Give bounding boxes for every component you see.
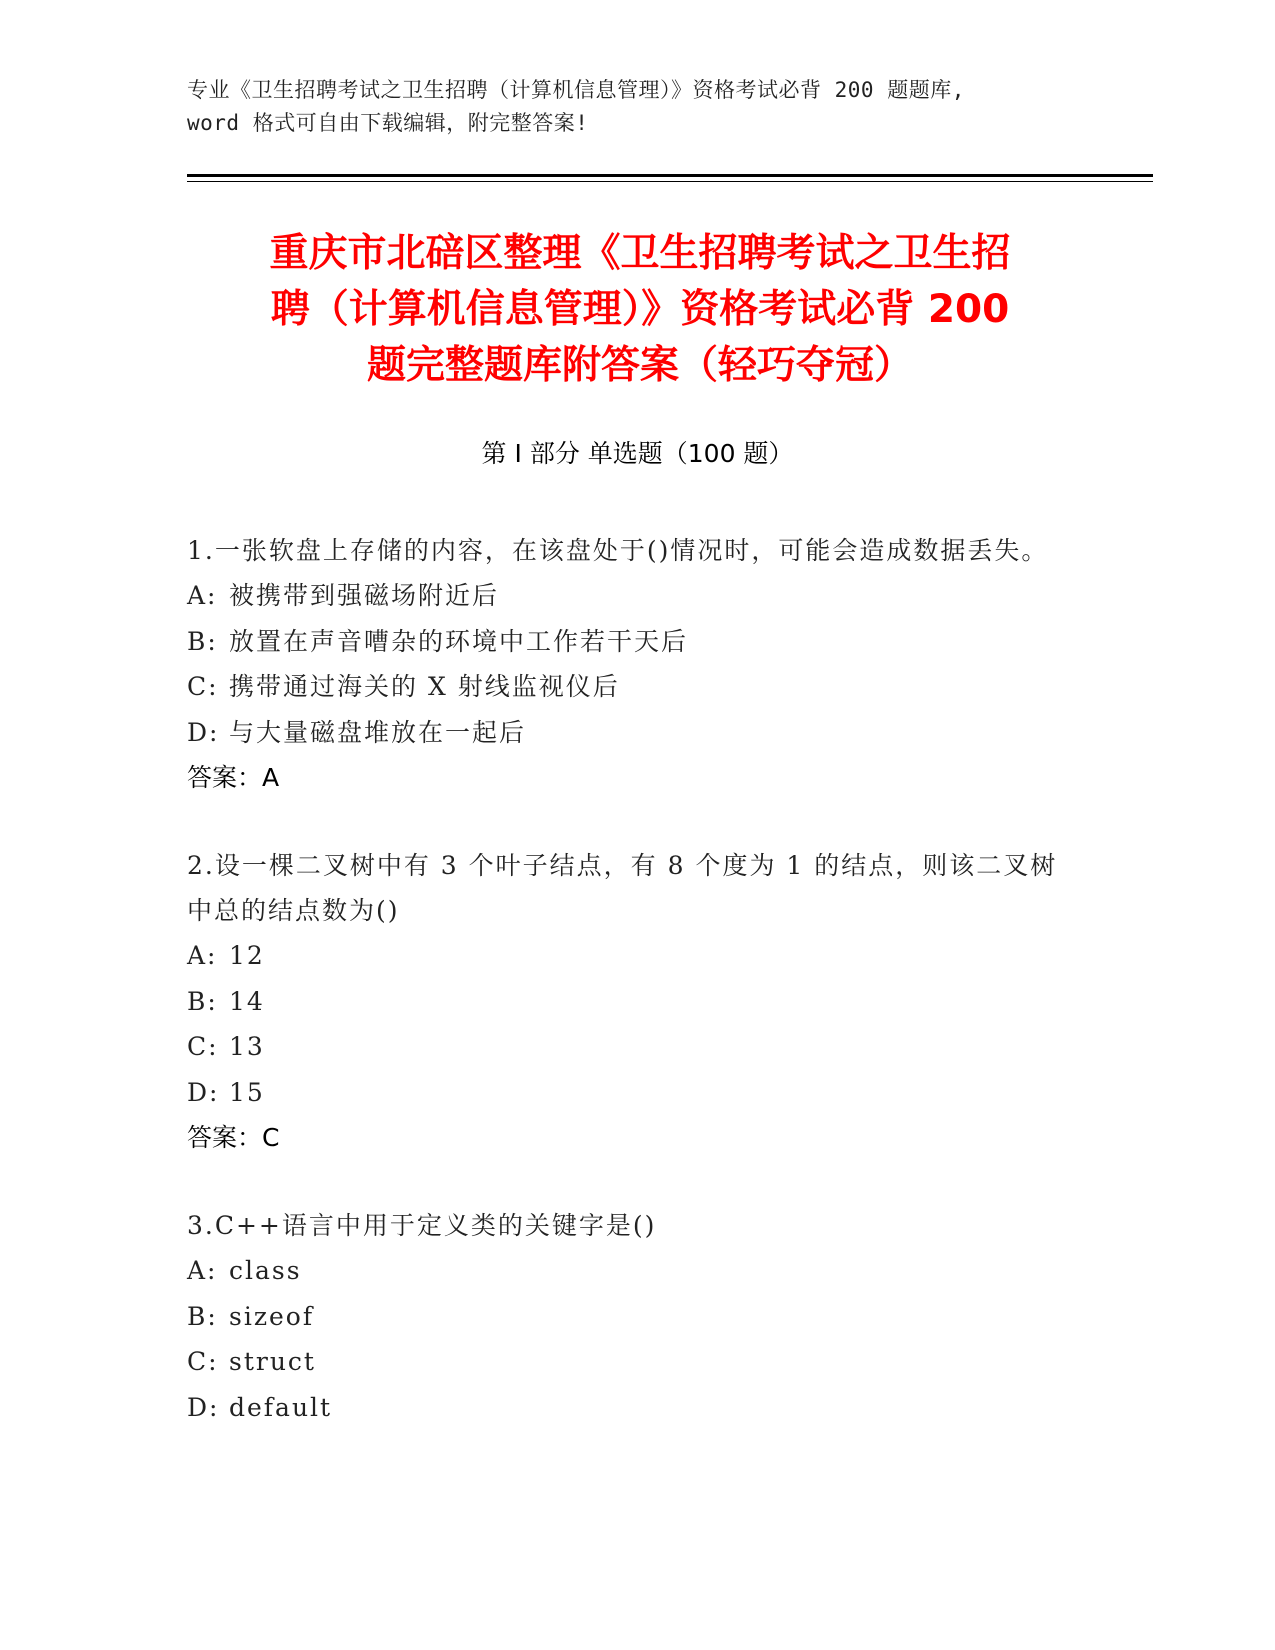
answer-line: 答案：A — [187, 763, 280, 792]
question-list — [187, 528, 1067, 1472]
answer-line: 答案：C — [187, 1123, 280, 1152]
option-a — [187, 933, 1067, 979]
question-item — [187, 843, 1067, 1161]
question-item — [187, 1203, 1067, 1430]
option-b — [187, 619, 1067, 665]
document-title — [180, 226, 1100, 394]
header-divider-thin — [187, 181, 1153, 182]
question-stem: 3.C++语言中用于定义类的关键字是() — [187, 1211, 657, 1240]
option-d — [187, 1385, 1067, 1431]
option-key: D: — [187, 717, 220, 747]
option-key: A: — [187, 1256, 218, 1285]
option-key: D: — [187, 1392, 220, 1422]
option-key: C: — [187, 1347, 219, 1376]
option-key: B: — [187, 986, 218, 1016]
option-text: 携带通过海关的 X 射线监视仪后 — [229, 672, 620, 701]
document-title-line-1: 重庆市北碚区整理《卫生招聘考试之卫生招 — [269, 231, 1011, 276]
option-text: class — [229, 1256, 302, 1285]
question-item — [187, 528, 1067, 801]
header-note — [187, 74, 1087, 140]
option-c — [187, 1339, 1067, 1385]
option-d — [187, 710, 1067, 756]
document-title-line-3: 题完整题库附答案（轻巧夺冠） — [366, 343, 913, 388]
option-text: sizeof — [229, 1301, 315, 1331]
section-title: 第 I 部分 单选题（100 题） — [481, 439, 794, 468]
header-divider-thick — [187, 174, 1153, 177]
option-text: 与大量磁盘堆放在一起后 — [229, 717, 527, 747]
option-key: C: — [187, 672, 219, 701]
option-key: D: — [187, 1077, 220, 1107]
option-text: 13 — [229, 1032, 265, 1061]
option-text: 15 — [229, 1077, 265, 1107]
option-text: 被携带到强磁场附近后 — [229, 581, 500, 610]
option-text: 放置在声音嘈杂的环境中工作若干天后 — [229, 626, 689, 656]
option-c — [187, 1024, 1067, 1070]
option-key: A: — [187, 941, 218, 970]
header-note-line-2: word 格式可自由下载编辑，附完整答案! — [187, 111, 589, 135]
option-c — [187, 664, 1067, 710]
document-title-line-2: 聘（计算机信息管理）》资格考试必背 200 — [270, 287, 1010, 332]
option-text: default — [229, 1392, 333, 1422]
option-key: C: — [187, 1032, 219, 1061]
option-a — [187, 1248, 1067, 1294]
option-text: struct — [229, 1347, 316, 1376]
option-b — [187, 979, 1067, 1025]
option-text: 12 — [229, 941, 265, 970]
question-stem: 1.一张软盘上存储的内容，在该盘处于()情况时，可能会造成数据丢失。 — [187, 536, 1049, 565]
option-text: 14 — [229, 986, 265, 1016]
option-key: A: — [187, 581, 218, 610]
option-key: B: — [187, 626, 218, 656]
option-a — [187, 573, 1067, 619]
option-b — [187, 1294, 1067, 1340]
header-note-line-1: 专业《卫生招聘考试之卫生招聘（计算机信息管理）》资格考试必背 200 题题库, — [187, 78, 965, 102]
option-key: B: — [187, 1301, 218, 1331]
question-stem: 2.设一棵二叉树中有 3 个叶子结点，有 8 个度为 1 的结点，则该二叉树中总的结点数为() — [187, 851, 1058, 925]
option-d — [187, 1070, 1067, 1116]
